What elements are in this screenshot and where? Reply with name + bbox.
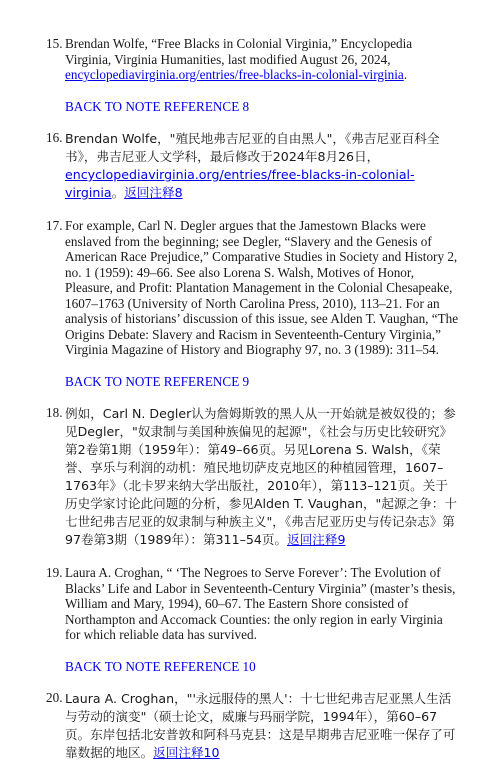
citation-end: 。 (111, 185, 125, 200)
back-to-note-link[interactable]: BACK TO NOTE REFERENCE 8 (65, 98, 250, 114)
note-text (65, 405, 460, 549)
back-to-note-link[interactable]: 返回注释10 (153, 745, 220, 760)
endnotes-list (0, 36, 500, 778)
note-number: 15. (46, 36, 63, 51)
back-to-note-link[interactable]: 返回注释8 (124, 185, 183, 200)
encyclopedia-link[interactable]: encyclopediavirginia.org/entries/free-blacks-in-colonial-virginia (65, 67, 404, 82)
encyclopedia-link[interactable]: encyclopediavirginia.org/entries/free-blacks-in-colonial-virginia (65, 167, 415, 200)
citation-text: 例如，Carl N. Degler认为詹姆斯敦的黑人从一开始就是被奴役的；参见Degler，"奴隶制与美国种族偏见的起源"，《社会与历史比较研究》第2卷第1期（1959年）：第49–66页。另见Lorena S. Walsh，《荣誉、享乐与利润的动机：殖民地切萨皮克地区的种植园管理，1607–1763年》（北卡罗来纳大学出版社，2010年），第113–121页。关于历史学家讨论此问题的分析，参见Alden T. Vaughan，"起源之争：十七世纪弗吉尼亚的奴隶制与种族主义"，《弗吉尼亚历史与传记杂志》第97卷第3期（1989年）：第311–54页。 (65, 406, 457, 547)
note-text: For example, Carl N. Degler argues that the Jamestown Blacks were enslaved from the beginning; see Degler, “Slavery and the Genesis of American Race Prejudice,” Comparative Studies in Society and History 2, no. 1 (1959): 49–66. See also Lorena S. Walsh, Motives of Honor, Pleasure, and Profit: Plantation Management in the Colonial Chesapeake, 1607–1763 (University of North Carolina Press, 2010), 113–21. For an analysis of historians’ discussion of this issue, see Alden T. Vaughan, “The Origins Debate: Slavery and Racism in Seventeenth-Century Virginia,” Virginia Magazine of History and Biography 97, no. 3 (1989): 311–54. (65, 218, 459, 357)
endnote-20 (0, 690, 500, 762)
endnote-18 (0, 405, 500, 549)
citation-text: Laura A. Croghan，"'永远服侍的黑人'：十七世纪弗吉尼亚黑人生活与劳动的演变"（硕士论文，威廉与玛丽学院，1994年），第60–67页。东岸包括北安普敦和阿科马克县：这是早期弗吉尼亚唯一保存了可靠数据的地区。 (65, 691, 456, 760)
note-number: 18. (46, 405, 63, 420)
endnote-16 (0, 130, 500, 202)
endnote-19 (0, 565, 500, 674)
note-text (65, 690, 460, 762)
note-number: 16. (46, 130, 63, 145)
back-to-note-link[interactable]: BACK TO NOTE REFERENCE 10 (65, 658, 256, 674)
note-number: 19. (46, 565, 63, 580)
back-reference (65, 99, 460, 115)
back-reference (65, 659, 460, 675)
note-text (65, 130, 460, 202)
citation-text: Brendan Wolfe，"殖民地弗吉尼亚的自由黑人"，《弗吉尼亚百科全书》，弗吉尼亚人文学科，最后修改于2024年8月26日， (65, 131, 440, 164)
note-number: 17. (46, 218, 63, 233)
note-text (65, 36, 460, 83)
note-text: Laura A. Croghan, “ ‘The Negroes to Serve Forever’: The Evolution of Blacks’ Life and Labor in Seventeenth-Century Virginia” (master’s thesis, William and Mary, 1994), 60–67. The Eastern Shore consisted of Northampton and Accomack Counties: the only region in early Virginia for which reliable data has survived. (65, 565, 456, 642)
back-to-note-link[interactable]: BACK TO NOTE REFERENCE 9 (65, 373, 250, 389)
citation-end: . (403, 67, 408, 82)
back-reference (65, 374, 460, 390)
endnote-17 (0, 218, 500, 389)
endnote-15 (0, 36, 500, 114)
note-number: 20. (46, 690, 63, 705)
back-to-note-link[interactable]: 返回注释9 (287, 532, 346, 547)
citation-text: Brendan Wolfe, “Free Blacks in Colonial Virginia,” Encyclopedia Virginia, Virginia Humanities, last modified August 26, 2024, (65, 36, 413, 67)
